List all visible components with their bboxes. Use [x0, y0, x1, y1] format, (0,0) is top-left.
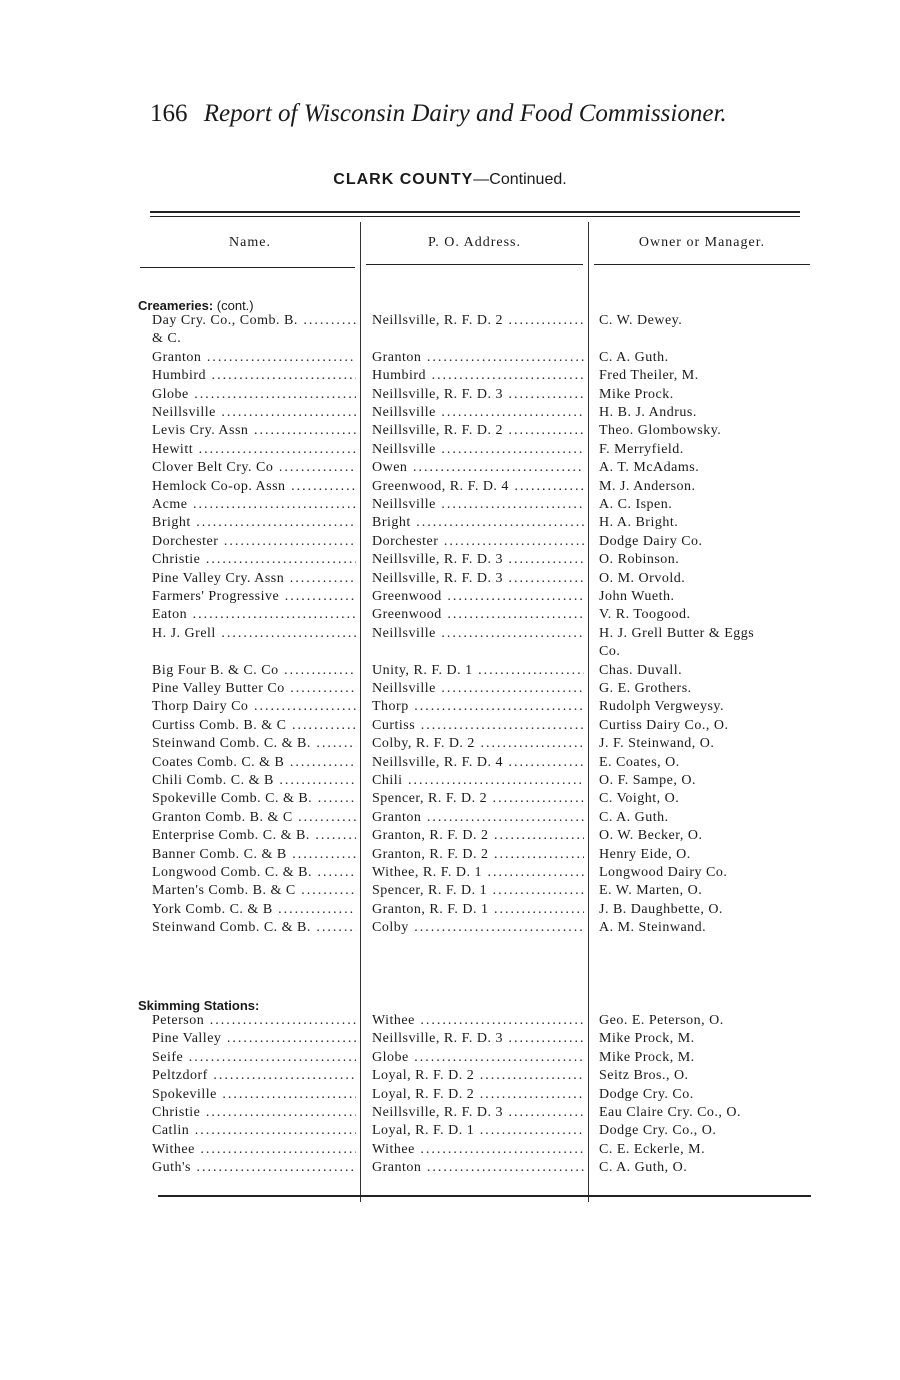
table-row — [0, 313, 900, 331]
owner-cell: M. J. Anderson. — [599, 478, 696, 494]
address-cell: Granton ..... — [372, 1160, 584, 1176]
address-cell: Neillsville, R. F. D. 3 ..... — [372, 552, 584, 568]
column-header-owner: Owner or Manager. — [638, 235, 766, 250]
name-cell: Enterprise Comb. C. & B. ..... — [152, 828, 356, 844]
county-name: CLARK COUNTY — [333, 171, 474, 188]
address-cell: Granton ..... — [372, 810, 584, 826]
name-cell: Curtiss Comb. B. & C ..... — [152, 718, 356, 734]
name-cell: Acme ..... — [152, 497, 356, 513]
address-cell: Loyal, R. F. D. 2 ..... — [372, 1087, 584, 1103]
address-cell: Neillsville ..... — [372, 442, 584, 458]
address-cell: Owen ..... — [372, 460, 584, 476]
address-cell: Globe ..... — [372, 1050, 584, 1066]
owner-cell: Curtiss Dairy Co., O. — [599, 717, 729, 733]
table-row — [0, 736, 900, 754]
name-cell: Dorchester ..... — [152, 534, 356, 550]
name-cell: Pine Valley Cry. Assn ..... — [152, 571, 356, 587]
county-subtitle — [0, 171, 900, 189]
table-row — [0, 1123, 900, 1141]
owner-cell: Eau Claire Cry. Co., O. — [599, 1105, 742, 1120]
table-row — [0, 387, 900, 405]
address-cell: Dorchester ..... — [372, 534, 584, 550]
owner-cell: Dodge Dairy Co. — [599, 533, 703, 549]
name-cell: Bright ..... — [152, 515, 356, 531]
owner-cell: Dodge Cry. Co. — [599, 1086, 694, 1102]
name-cell: Christie ..... — [152, 1105, 356, 1121]
address-header-underline — [366, 264, 583, 265]
table-row — [0, 1160, 900, 1178]
address-cell: Spencer, R. F. D. 2 ..... — [372, 791, 584, 807]
name-cell: Coates Comb. C. & B ..... — [152, 755, 356, 771]
address-cell: Neillsville ..... — [372, 626, 584, 642]
address-cell: Curtiss ..... — [372, 718, 584, 734]
owner-cell: V. R. Toogood. — [599, 607, 691, 623]
owner-cell: O. W. Becker, O. — [599, 828, 703, 844]
name-cell: Levis Cry. Assn ..... — [152, 423, 356, 439]
table-row — [0, 791, 900, 809]
table-row — [0, 883, 900, 901]
owner-cell: A. C. Ispen. — [599, 497, 673, 512]
table-row — [0, 755, 900, 773]
owner-cell: Fred Theiler, M. — [599, 368, 699, 384]
name-cell: Hemlock Co-op. Assn ..... — [152, 479, 356, 495]
top-rule-2 — [150, 216, 800, 217]
table-row — [0, 663, 900, 681]
address-cell: Bright ..... — [372, 515, 584, 531]
table-row — [0, 810, 900, 828]
owner-cell: Mike Prock, M. — [599, 1031, 695, 1047]
page-number: 166 — [150, 100, 188, 127]
section-heading-creameries — [138, 298, 254, 313]
owner-cell: H. B. J. Andrus. — [599, 405, 697, 420]
owner-cell: J. F. Steinwand, O. — [599, 736, 715, 752]
name-cell: Spokeville ..... — [152, 1087, 356, 1103]
owner-cell: Rudolph Vergweysy. — [599, 699, 725, 715]
owner-cell: J. B. Daughbette, O. — [599, 901, 723, 917]
owner-cell: O. Robinson. — [599, 552, 680, 568]
name-cell: Farmers' Progressive ..... — [152, 589, 356, 605]
address-cell: Neillsville ..... — [372, 681, 584, 697]
owner-cell: Theo. Glombowsky. — [599, 423, 722, 439]
name-header-underline — [140, 267, 355, 268]
owner-cell: Chas. Duvall. — [599, 662, 683, 678]
top-rule-1 — [150, 211, 800, 213]
table-row — [0, 902, 900, 920]
table-row — [0, 1068, 900, 1086]
owner-cell: O. M. Orvold. — [599, 570, 686, 586]
address-cell: Withee, R. F. D. 1 ..... — [372, 865, 584, 881]
address-cell: Neillsville, R. F. D. 3 ..... — [372, 1031, 584, 1047]
section-note: (cont.) — [216, 298, 254, 313]
table-row — [0, 1050, 900, 1068]
name-cell: Hewitt ..... — [152, 442, 356, 458]
owner-cell: E. W. Marten, O. — [599, 883, 703, 899]
name-cell: Granton Comb. B. & C ..... — [152, 810, 356, 826]
address-cell: Granton ..... — [372, 350, 584, 366]
table-row — [0, 1105, 900, 1123]
name-cell: & C. — [152, 331, 182, 347]
table-row — [0, 1013, 900, 1031]
name-cell: Humbird ..... — [152, 368, 356, 384]
address-cell: Loyal, R. F. D. 1 ..... — [372, 1123, 584, 1139]
table-row — [0, 350, 900, 368]
table-row — [0, 423, 900, 441]
owner-header-underline — [594, 264, 810, 265]
column-header-address: P. O. Address. — [428, 235, 521, 250]
owner-cell: A. M. Steinwand. — [599, 920, 707, 936]
table-row — [0, 534, 900, 552]
table-row — [0, 920, 900, 938]
owner-cell: C. A. Guth. — [599, 809, 669, 825]
address-cell: Withee ..... — [372, 1013, 584, 1029]
owner-cell: C. Voight, O. — [599, 791, 680, 807]
table-row — [0, 626, 900, 644]
address-cell: Spencer, R. F. D. 1 ..... — [372, 883, 584, 899]
table-row — [0, 1031, 900, 1049]
table-row — [0, 718, 900, 736]
owner-cell: Mike Prock, M. — [599, 1049, 695, 1065]
name-cell: Pine Valley ..... — [152, 1031, 356, 1047]
name-cell: Steinwand Comb. C. & B. ..... — [152, 736, 356, 752]
section-title: Creameries: — [138, 298, 214, 313]
name-cell: Marten's Comb. B. & C ..... — [152, 883, 356, 899]
table-row — [0, 773, 900, 791]
address-cell: Loyal, R. F. D. 2 ..... — [372, 1068, 584, 1084]
table-row — [0, 442, 900, 460]
name-cell: Neillsville ..... — [152, 405, 356, 421]
name-cell: Big Four B. & C. Co ..... — [152, 663, 356, 679]
owner-cell: C. A. Guth, O. — [599, 1160, 688, 1176]
table-row — [0, 681, 900, 699]
address-cell: Greenwood ..... — [372, 589, 584, 605]
name-cell: Guth's ..... — [152, 1160, 356, 1176]
name-cell: Chili Comb. C. & B ..... — [152, 773, 356, 789]
name-cell: Steinwand Comb. C. & B. ..... — [152, 920, 356, 936]
column-header-name: Name. — [229, 235, 271, 250]
section-heading-skimming: Skimming Stations: — [138, 998, 260, 1013]
address-cell: Colby, R. F. D. 2 ..... — [372, 736, 584, 752]
owner-cell: C. W. Dewey. — [599, 313, 683, 328]
owner-cell: Dodge Cry. Co., O. — [599, 1123, 717, 1139]
name-cell: Granton ..... — [152, 350, 356, 366]
name-cell: Clover Belt Cry. Co ..... — [152, 460, 356, 476]
owner-cell: Mike Prock. — [599, 386, 674, 402]
owner-cell: H. A. Bright. — [599, 515, 679, 531]
owner-cell: C. E. Eckerle, M. — [599, 1141, 706, 1157]
address-cell: Neillsville, R. F. D. 3 ..... — [372, 1105, 584, 1121]
address-cell: Neillsville, R. F. D. 2 ..... — [372, 313, 584, 329]
table-row — [0, 644, 900, 662]
table-row — [0, 865, 900, 883]
owner-cell: A. T. McAdams. — [599, 460, 700, 476]
address-cell: Neillsville ..... — [372, 497, 584, 513]
name-cell: York Comb. C. & B ..... — [152, 902, 356, 918]
address-cell: Neillsville, R. F. D. 3 ..... — [372, 571, 584, 587]
table-row — [0, 699, 900, 717]
table-row — [0, 607, 900, 625]
address-cell: Withee ..... — [372, 1142, 584, 1158]
address-cell: Granton, R. F. D. 2 ..... — [372, 847, 584, 863]
address-cell: Granton, R. F. D. 1 ..... — [372, 902, 584, 918]
address-cell: Humbird ..... — [372, 368, 584, 384]
name-cell: Seife ..... — [152, 1050, 356, 1066]
owner-cell: O. F. Sampe, O. — [599, 773, 696, 788]
table-row — [0, 405, 900, 423]
table-row — [0, 589, 900, 607]
owner-cell: C. A. Guth. — [599, 349, 669, 365]
name-cell: H. J. Grell ..... — [152, 626, 356, 642]
table-row — [0, 1087, 900, 1105]
name-cell: Banner Comb. C. & B ..... — [152, 847, 356, 863]
address-cell: Colby ..... — [372, 920, 584, 936]
owner-cell: G. E. Grothers. — [599, 681, 692, 696]
page-title: Report of Wisconsin Dairy and Food Commissioner. — [203, 100, 727, 127]
name-cell: Spokeville Comb. C. & B. ..... — [152, 791, 356, 807]
address-cell: Granton, R. F. D. 2 ..... — [372, 828, 584, 844]
owner-cell: Longwood Dairy Co. — [599, 865, 728, 880]
address-cell: Neillsville ..... — [372, 405, 584, 421]
address-cell: Greenwood ..... — [372, 607, 584, 623]
name-cell: Pine Valley Butter Co ..... — [152, 681, 356, 697]
name-cell: Longwood Comb. C. & B. ..... — [152, 865, 356, 881]
bottom-rule — [158, 1195, 811, 1197]
name-cell: Withee ..... — [152, 1142, 356, 1158]
address-cell: Chili ..... — [372, 773, 584, 789]
table-row — [0, 460, 900, 478]
table-row — [0, 515, 900, 533]
owner-cell: Geo. E. Peterson, O. — [599, 1013, 724, 1028]
address-cell: Neillsville, R. F. D. 4 ..... — [372, 755, 584, 771]
page-header — [150, 100, 790, 128]
name-cell: Peltzdorf ..... — [152, 1068, 356, 1084]
owner-cell: Co. — [599, 644, 621, 660]
table-row — [0, 331, 900, 349]
table-row — [0, 1142, 900, 1160]
name-cell: Catlin ..... — [152, 1123, 356, 1139]
table-row — [0, 828, 900, 846]
owner-cell: E. Coates, O. — [599, 754, 680, 770]
table-row — [0, 497, 900, 515]
table-row — [0, 571, 900, 589]
name-cell: Peterson ..... — [152, 1013, 356, 1029]
owner-cell: H. J. Grell Butter & Eggs — [599, 625, 755, 641]
owner-cell: F. Merryfield. — [599, 441, 684, 457]
owner-cell: Seitz Bros., O. — [599, 1068, 689, 1084]
name-cell: Eaton ..... — [152, 607, 356, 623]
address-cell: Unity, R. F. D. 1 ..... — [372, 663, 584, 679]
name-cell: Thorp Dairy Co ..... — [152, 699, 356, 715]
table-row — [0, 479, 900, 497]
continued-label: —Continued. — [473, 171, 567, 188]
address-cell: Neillsville, R. F. D. 2 ..... — [372, 423, 584, 439]
owner-cell: Henry Eide, O. — [599, 846, 691, 862]
address-cell: Neillsville, R. F. D. 3 ..... — [372, 387, 584, 403]
address-cell: Thorp ..... — [372, 699, 584, 715]
address-cell: Greenwood, R. F. D. 4 ..... — [372, 479, 584, 495]
table-row — [0, 368, 900, 386]
name-cell: Day Cry. Co., Comb. B. ..... — [152, 313, 356, 329]
table-row — [0, 847, 900, 865]
name-cell: Christie ..... — [152, 552, 356, 568]
owner-cell: John Wueth. — [599, 589, 675, 604]
table-row — [0, 552, 900, 570]
name-cell: Globe ..... — [152, 387, 356, 403]
